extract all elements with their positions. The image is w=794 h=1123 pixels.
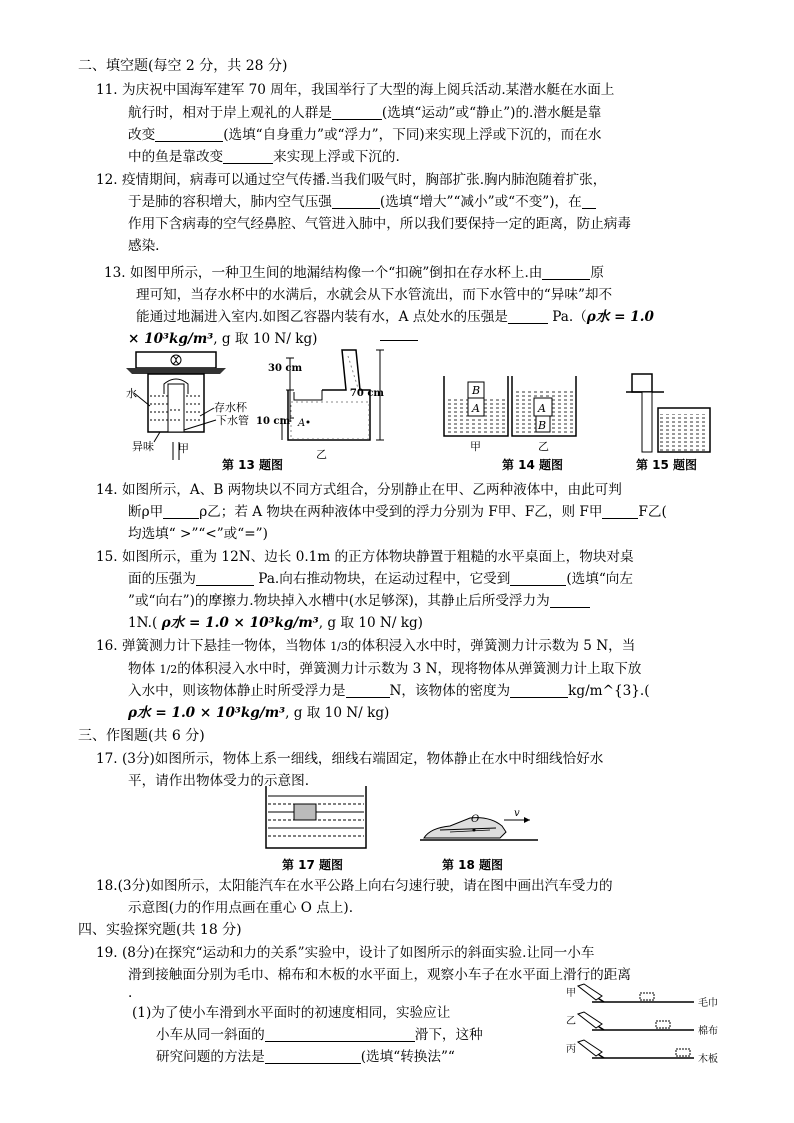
answer-blank[interactable]	[550, 593, 590, 608]
q13-line-1: 13. 如图甲所示，一种卫生间的地漏结构像一个“扣碗”倒扣在存水杯上.由 原	[104, 265, 604, 281]
label-odor: 异味	[132, 440, 154, 453]
answer-blank[interactable]	[602, 504, 638, 519]
label-cotton: 棉布	[698, 1026, 718, 1037]
answer-blank[interactable]	[265, 1027, 415, 1042]
label-block-a-yi: A	[538, 402, 546, 415]
q15-line-2: 面的压强为 Pa.向右推动物块，在运动过程中，它受到 (选填“向左	[128, 571, 633, 587]
q13-line-2: 理可知，当存水杯中的水满后，水就会从下水管流出，而下水管中的“异味”却不	[136, 287, 613, 303]
answer-blank[interactable]	[510, 571, 566, 586]
slope-board	[578, 1040, 694, 1058]
figure-13	[126, 350, 384, 472]
label-bing: 丙	[566, 1044, 576, 1055]
q15-line-1: 15. 如图所示，重为 12N、边长 0.1m 的正方体物块静置于粗糙的水平桌面上，物块对桌	[96, 549, 634, 565]
figure-19	[564, 982, 730, 1065]
label-cup: 存水杯	[214, 401, 247, 414]
label-point-o: O	[471, 814, 480, 825]
answer-blank[interactable]	[196, 571, 254, 586]
stray-rule	[380, 340, 418, 341]
q14-line-1: 14. 如图所示，A、B 两物块以不同方式组合，分别静止在甲、乙两种液体中，由此可判	[96, 482, 622, 498]
label-point-a: A	[298, 418, 306, 429]
slope-cotton	[578, 1012, 694, 1030]
q11-line-3: 改变 (选填“自身重力”或“浮力”，下同)来实现上浮或下沉的，而在水	[128, 127, 602, 143]
caption-fig17: 第 17 题图	[282, 858, 344, 872]
figure-17	[264, 784, 368, 854]
label-jia: 甲	[470, 440, 481, 453]
q12-line-1: 12. 疫情期间，病毒可以通过空气传播.当我们吸气时，胸部扩张.胸内肺泡随着扩张，	[96, 172, 607, 188]
q19-line-1: 19. (8分)在探究“运动和力的关系”实验中，设计了如图所示的斜面实验.让同一小车	[96, 945, 595, 961]
caption-fig15: 第 15 题图	[636, 458, 698, 472]
caption-fig14: 第 14 题图	[502, 458, 564, 472]
label-pipe: 下水管	[216, 414, 249, 427]
label-block-b-jia: B	[472, 384, 481, 397]
label-water: 水	[126, 387, 137, 400]
q12-line-2: 于是肺的容积增大，肺内空气压强 (选填“增大”“减小”或“不变”)，在	[128, 192, 596, 212]
answer-blank[interactable]	[163, 504, 199, 519]
q16-line-2: 物体 1/2的体积浸入水中时，弹簧测力计示数为 3 N，现将物体从弹簧测力计上取下放	[128, 661, 642, 677]
q15-line-4: 1N.( ρ水 = 1.0 × 10³kg/m³, g 取 10 N/ kg)	[128, 615, 423, 631]
label-yi: 乙	[538, 440, 549, 453]
q14-line-3: 均选填“ >”“<”或“=”)	[128, 526, 268, 542]
q16-line-1: 16. 弹簧测力计下悬挂一物体，当物体 1/3的体积浸入水中时，弹簧测力计示数为 5 N，当	[96, 638, 636, 654]
label-30cm: 30 cm	[268, 363, 303, 374]
figure-15	[624, 372, 714, 454]
section-title-fill-in: 二、填空题(每空 2 分，共 28 分)	[78, 58, 288, 74]
q18-line-2: 示意图(力的作用点画在重心 O 点上).	[128, 900, 354, 916]
label-velocity: v	[514, 808, 520, 819]
caption-fig13: 第 13 题图	[222, 458, 284, 472]
answer-blank[interactable]	[510, 683, 568, 698]
q14-line-2: 断ρ甲 ρ乙；若 A 物块在两种液体中受到的浮力分别为 F甲、F乙，则 F甲 F乙(	[128, 504, 667, 520]
q19-sub1-line-1: (1)为了使小车滑到水平面时的初速度相同，实验应让	[132, 1005, 451, 1021]
q19-sub1-line-3: 研究问题的方法是 (选填“转换法”“	[156, 1049, 455, 1065]
answer-blank[interactable]	[332, 194, 380, 209]
q12-line-3: 作用下含病毒的空气经鼻腔、气管进入肺中，所以我们要保持一定的距离，防止病毒	[128, 216, 631, 232]
section-title-drawing: 三、作图题(共 6 分)	[78, 728, 205, 744]
q17-line-2: 平，请作出物体受力的示意图.	[128, 773, 310, 789]
figure-18	[420, 808, 540, 848]
q13-line-3: 能通过地漏进入室内.如图乙容器内装有水，A 点处水的压强是 Pa.（ρ水 = 1.0	[136, 309, 654, 325]
answer-blank[interactable]	[265, 1049, 361, 1064]
q11-line-4: 中的鱼是靠改变 来实现上浮或下沉的.	[128, 149, 400, 165]
q11-line-2: 航行时，相对于岸上观礼的人群是 (选填“运动”或“静止”)的.潜水艇是靠	[128, 105, 602, 121]
section-title-experiment: 四、实验探究题(共 18 分)	[78, 922, 242, 938]
fraction-one-half: 1/2	[159, 663, 178, 676]
answer-blank[interactable]	[346, 683, 390, 698]
q19-sub1-line-2: 小车从同一斜面的 滑下，这种	[156, 1027, 483, 1043]
q17-line-1: 17. (3分)如图所示，物体上系一细线，细线右端固定，物体静止在水中时细线恰好水	[96, 751, 604, 767]
label-10cm: 10 cm	[256, 416, 291, 427]
answer-blank[interactable]	[223, 149, 273, 164]
label-jia: 甲	[566, 988, 576, 999]
answer-blank[interactable]	[155, 127, 223, 142]
q19-line-3: .	[128, 985, 133, 1001]
answer-blank[interactable]	[332, 105, 382, 120]
label-yi: 乙	[566, 1016, 576, 1027]
fraction-one-third: 1/3	[330, 640, 348, 653]
q16-line-3: 入水中，则该物体静止时所受浮力是 N，该物体的密度为 kg/m^{3}.(	[128, 683, 650, 699]
q19-line-2: 滑到接触面分别为毛巾、棉布和木板的水平面上，观察小车子在水平面上滑行的距离	[128, 967, 631, 983]
label-block-b-yi: B	[538, 419, 547, 432]
q13-line-4: × 10³kg/m³, g 取 10 N/ kg)	[128, 331, 318, 347]
q16-line-4: ρ水 = 1.0 × 10³kg/m³, g 取 10 N/ kg)	[128, 705, 390, 721]
answer-blank[interactable]	[582, 194, 596, 209]
label-yi: 乙	[316, 448, 327, 461]
label-70cm: 70 cm	[349, 388, 384, 399]
label-board: 木板	[698, 1054, 718, 1065]
label-jia: 甲	[178, 442, 189, 455]
label-towel: 毛巾	[698, 998, 718, 1009]
answer-blank[interactable]	[542, 265, 590, 280]
figure-14	[442, 374, 602, 454]
q18-line-1: 18.(3分)如图所示，太阳能汽车在水平公路上向右匀速行驶，请在图中画出汽车受力的	[96, 878, 613, 894]
q11-line-1: 11. 为庆祝中国海军建军 70 周年，我国举行了大型的海上阅兵活动.某潜水艇在水面上	[96, 82, 615, 98]
label-block-a-jia: A	[472, 402, 480, 415]
q12-line-4: 感染.	[128, 238, 160, 254]
answer-blank[interactable]	[508, 309, 548, 324]
slope-towel	[578, 984, 694, 1002]
q15-line-3: ”或“向右”)的摩擦力.物块掉入水槽中(水足够深)，其静止后所受浮力为	[128, 591, 590, 611]
caption-fig18: 第 18 题图	[442, 858, 504, 872]
